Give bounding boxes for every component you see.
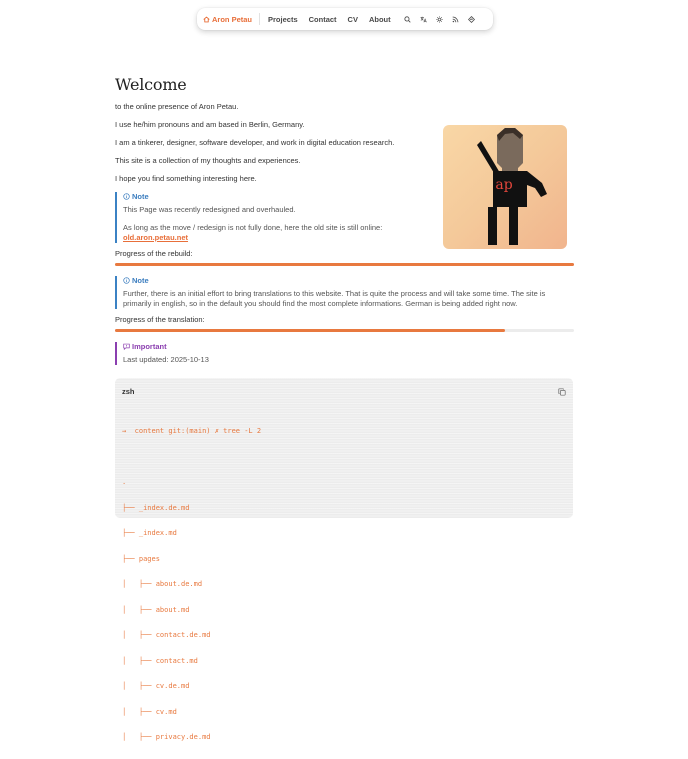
progress-rebuild-bar — [115, 263, 574, 266]
intro-paragraph-1: to the online presence of Aron Petau. — [115, 102, 239, 111]
intro-paragraph-3: I am a tinkerer, designer, software developer, and work in digital education research. — [115, 138, 395, 147]
code-line: │ ├── cv.md — [122, 707, 177, 716]
brand-link[interactable] — [203, 15, 252, 24]
progress-translation-fill — [115, 329, 505, 332]
random-page-icon[interactable] — [468, 16, 475, 23]
intro-paragraph-5: I hope you find something interesting here. — [115, 174, 257, 183]
code-line — [122, 453, 566, 462]
rss-icon[interactable] — [452, 16, 459, 23]
code-line: → content git:(main) ✗ tree -L 2 — [122, 427, 262, 435]
progress-rebuild-fill — [115, 263, 574, 266]
code-line: │ ├── about.de.md — [122, 580, 203, 588]
translate-icon[interactable] — [420, 16, 427, 23]
search-icon[interactable] — [404, 16, 411, 23]
important-title-label: Important — [132, 342, 167, 351]
code-line: ├── _index.de.md — [122, 503, 190, 512]
home-icon — [203, 16, 210, 23]
note-text-translation: Further, there is an initial effort to bring translations to this website. That is quite the process and will take some time. The site is primarily in english, so in the default you should find the most complete informations. German is being added right now. — [123, 289, 546, 308]
progress-rebuild-label: Progress of the rebuild: — [115, 249, 193, 258]
important-callout — [115, 342, 574, 365]
code-line: │ ├── about.md — [122, 605, 190, 614]
last-updated-text: Last updated: 2025-10-13 — [123, 355, 209, 364]
note-title-label: Note — [132, 276, 149, 285]
info-icon — [123, 193, 130, 200]
code-line: . — [122, 478, 127, 486]
copy-icon[interactable] — [558, 388, 566, 396]
nav-icon-group — [404, 16, 475, 23]
note-text-redesign: This Page was recently redesigned and overhauled. — [123, 205, 296, 214]
nav-link-contact[interactable]: Contact — [308, 14, 337, 24]
info-icon — [123, 277, 130, 284]
code-line: ├── pages — [122, 554, 160, 563]
brand-label: Aron Petau — [212, 14, 253, 24]
code-language-label: zsh — [122, 387, 135, 396]
note-callout-translation — [115, 276, 574, 309]
progress-translation-bar — [115, 329, 574, 332]
code-line: │ ├── privacy.de.md — [122, 733, 211, 741]
code-block — [115, 378, 573, 741]
note-title-label: Note — [132, 192, 149, 201]
code-line: │ ├── contact.de.md — [122, 631, 211, 639]
progress-translation-label: Progress of the translation: — [115, 315, 205, 324]
old-site-link[interactable]: old.aron.petau.net — [123, 233, 189, 242]
avatar-illustration — [443, 125, 567, 249]
intro-paragraph-4: This site is a collection of my thoughts and experiences. — [115, 156, 301, 165]
intro-paragraph-2: I use he/him pronouns and am based in Berlin, Germany. — [115, 120, 305, 129]
nav-link-cv[interactable]: CV — [347, 14, 358, 24]
nav-link-projects[interactable]: Projects — [268, 14, 298, 24]
message-icon — [123, 343, 130, 350]
avatar-image — [443, 125, 567, 249]
code-line: │ ├── contact.md — [122, 656, 198, 665]
code-lines — [122, 410, 566, 759]
code-block-header — [122, 387, 566, 396]
nav-link-about[interactable]: About — [368, 14, 391, 24]
important-callout-title — [123, 342, 574, 351]
theme-toggle-icon[interactable] — [436, 16, 443, 23]
navbar — [197, 8, 493, 30]
nav-divider — [259, 13, 260, 25]
code-line: │ ├── cv.de.md — [122, 682, 190, 690]
code-line: ├── _index.md — [122, 529, 177, 537]
note-text-old-site-label: As long as the move / redesign is not fully done, here the old site is still online: — [123, 223, 383, 232]
avatar-shirt-text: ap — [495, 177, 513, 193]
note-callout-title — [123, 276, 574, 285]
page-title: Welcome — [115, 75, 187, 94]
